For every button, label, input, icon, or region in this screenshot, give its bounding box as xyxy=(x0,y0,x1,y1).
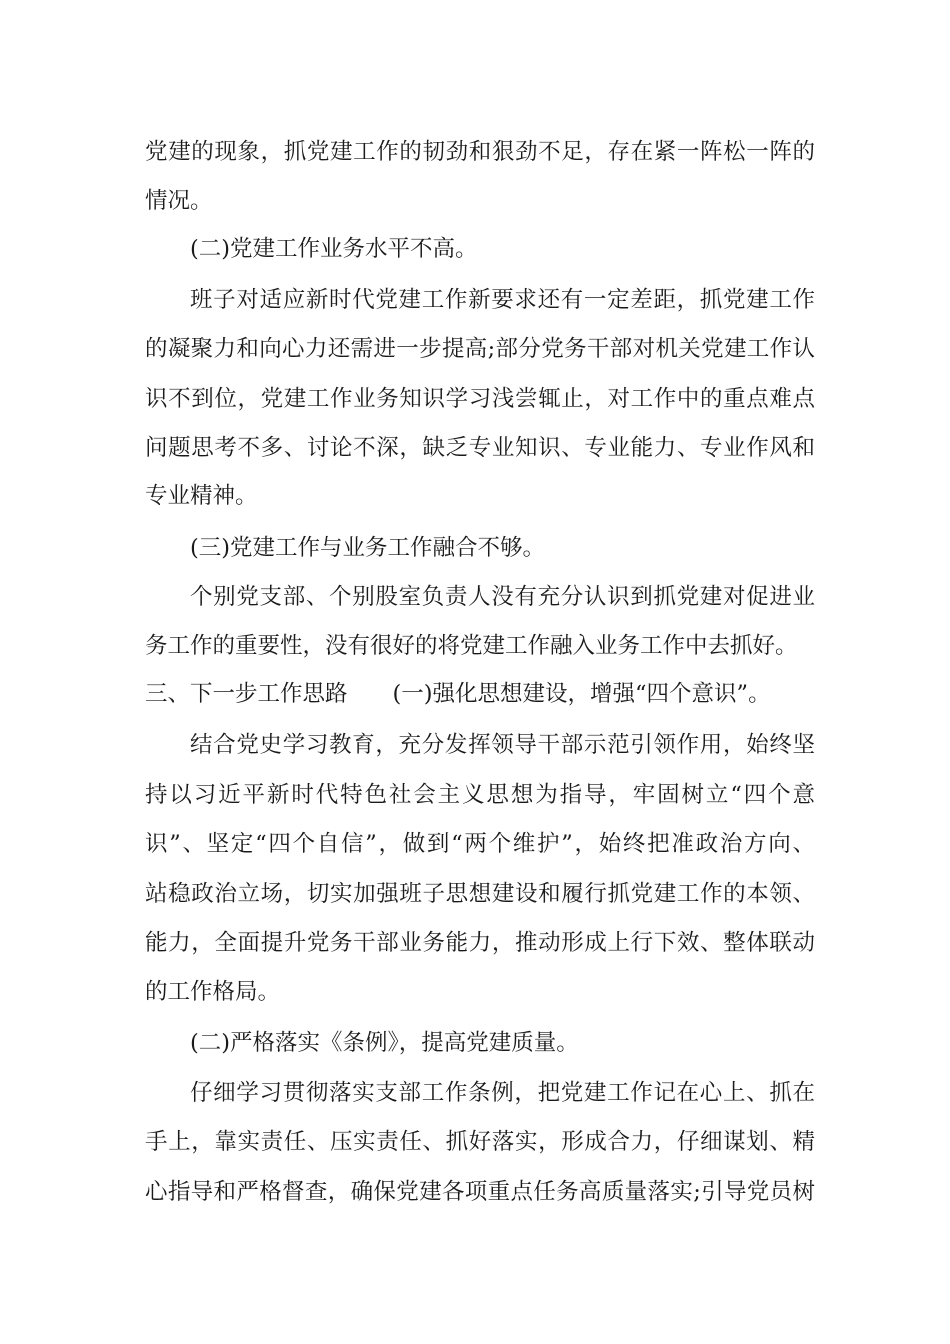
text-line: 问题思考不多、讨论不深，缺乏专业知识、专业能力、专业作风和 xyxy=(145,435,815,461)
text-line: 务工作的重要性，没有很好的将党建工作融入业务工作中去抓好。 xyxy=(145,633,798,659)
text-line: 心指导和严格督查，确保党建各项重点任务高质量落实;引导党员树 xyxy=(145,1179,815,1205)
text-line: 的凝聚力和向心力还需进一步提高;部分党务干部对机关党建工作认 xyxy=(145,336,815,362)
text-line: 站稳政治立场，切实加强班子思想建设和履行抓党建工作的本领、 xyxy=(145,881,815,907)
section-heading: 三、下一步工作思路 (一)强化思想建设，增强“四个意识”。 xyxy=(145,681,771,707)
text-line: 党建的现象，抓党建工作的韧劲和狠劲不足，存在紧一阵松一阵的 xyxy=(145,139,815,165)
text-line: 个别党支部、个别股室负责人没有充分认识到抓党建对促进业 xyxy=(190,584,815,610)
text-line: 情况。 xyxy=(145,188,213,214)
section-heading: (三)党建工作与业务工作融合不够。 xyxy=(190,535,546,561)
text-line: 识不到位，党建工作业务知识学习浅尝辄止，对工作中的重点难点 xyxy=(145,386,815,412)
text-line: 专业精神。 xyxy=(145,483,258,509)
section-heading: (二)严格落实《条例》，提高党建质量。 xyxy=(190,1030,579,1056)
text-line: 手上，靠实责任、压实责任、抓好落实，形成合力，仔细谋划、精 xyxy=(145,1129,815,1155)
text-line: 仔细学习贯彻落实支部工作条例，把党建工作记在心上、抓在 xyxy=(190,1080,815,1106)
text-line: 持以习近平新时代特色社会主义思想为指导，牢固树立“四个意 xyxy=(145,782,815,808)
text-line: 能力，全面提升党务干部业务能力，推动形成上行下效、整体联动 xyxy=(145,930,815,956)
section-heading: (二)党建工作业务水平不高。 xyxy=(190,236,478,262)
text-line: 的工作格局。 xyxy=(145,979,281,1005)
text-line: 识”、坚定“四个自信”，做到“两个维护”，始终把准政治方向、 xyxy=(145,831,815,857)
text-line: 班子对适应新时代党建工作新要求还有一定差距，抓党建工作 xyxy=(190,287,815,313)
text-line: 结合党史学习教育，充分发挥领导干部示范引领作用，始终坚 xyxy=(190,732,815,758)
